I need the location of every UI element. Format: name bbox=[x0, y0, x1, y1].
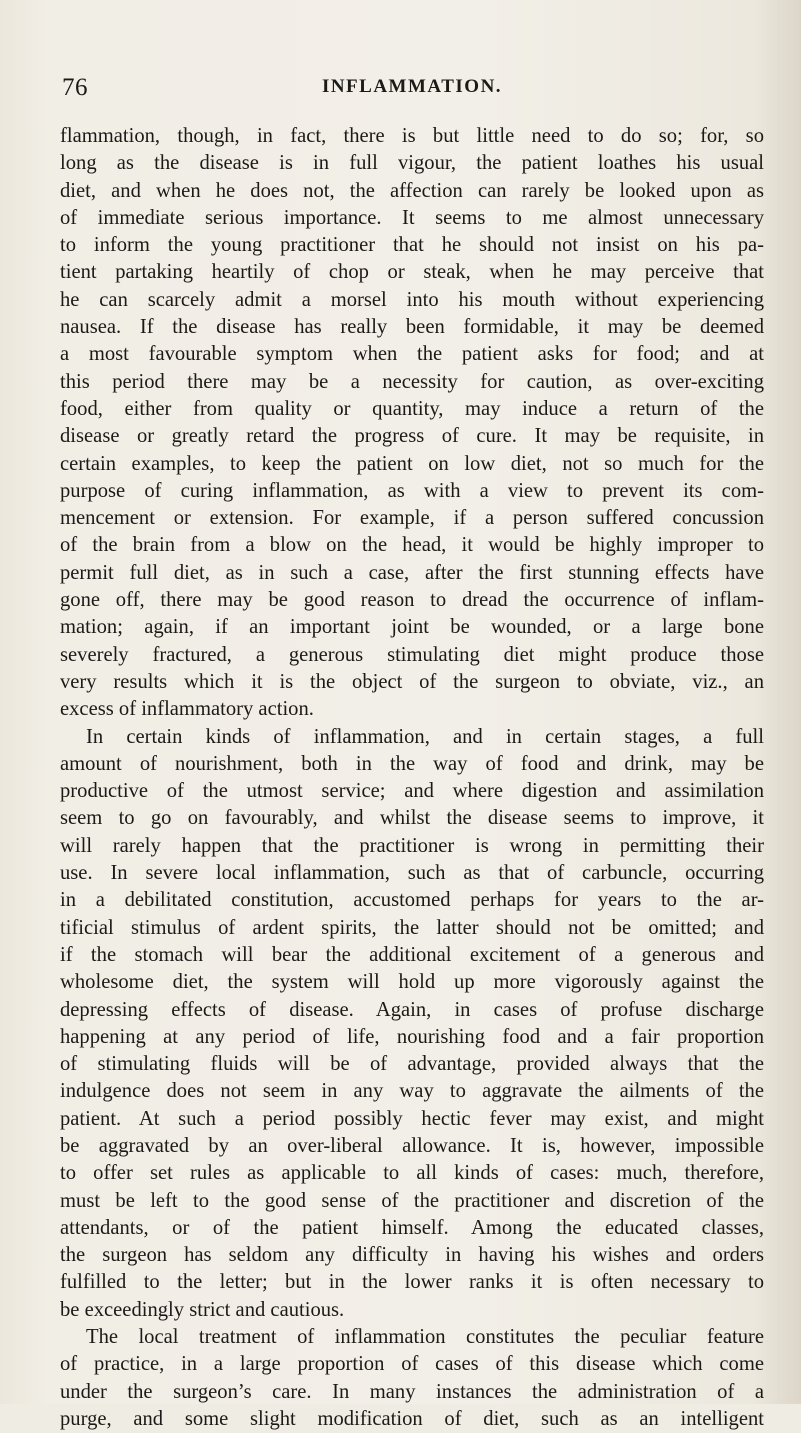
text-line: must be left to the good sense of the practitioner and discretion of the bbox=[60, 1189, 764, 1212]
text-line: of immediate serious importance. It seems to me almost unnecessary bbox=[60, 206, 764, 229]
text-line: if the stomach will bear the additional excitement of a generous and bbox=[60, 943, 764, 966]
text-line: severely fractured, a generous stimulating diet might produce those bbox=[60, 643, 764, 666]
running-head: INFLAMMATION. bbox=[321, 76, 503, 97]
text-line: excess of inflammatory action. bbox=[60, 698, 314, 721]
text-line: in a debilitated constitution, accustomed perhaps for years to the ar- bbox=[60, 889, 764, 912]
text-line: use. In severe local inflammation, such as that of carbuncle, occurring bbox=[60, 862, 764, 885]
text-line: mation; again, if an important joint be wounded, or a large bone bbox=[60, 616, 764, 639]
text-line: of practice, in a large proportion of cases of this disease which come bbox=[60, 1353, 764, 1376]
text-line: tificial stimulus of ardent spirits, the latter should not be omitted; and bbox=[60, 916, 764, 939]
text-line: depressing effects of disease. Again, in cases of profuse discharge bbox=[60, 998, 764, 1021]
text-line: this period there may be a necessity for caution, as over-exciting bbox=[60, 370, 764, 393]
text-line: wholesome diet, the system will hold up more vigorously against the bbox=[60, 971, 764, 994]
page-header bbox=[62, 74, 762, 108]
text-line: under the surgeon’s care. In many instances the administration of a bbox=[60, 1380, 764, 1403]
text-line: patient. At such a period possibly hectic fever may exist, and might bbox=[60, 1107, 764, 1130]
text-line: mencement or extension. For example, if a person suffered concussion bbox=[60, 507, 764, 530]
paragraph-start-line: In certain kinds of inflammation, and in certain stages, a full bbox=[86, 725, 764, 748]
text-line: gone off, there may be good reason to dread the occurrence of inflam- bbox=[60, 589, 764, 612]
text-line: to inform the young practitioner that he should not insist on his pa- bbox=[60, 234, 764, 257]
text-line: be exceedingly strict and cautious. bbox=[60, 1298, 345, 1321]
text-line: fulfilled to the letter; but in the lower ranks it is often necessary to bbox=[60, 1271, 764, 1294]
text-line: tient partaking heartily of chop or steak, when he may perceive that bbox=[60, 261, 764, 284]
text-line: indulgence does not seem in any way to aggravate the ailments of the bbox=[60, 1080, 764, 1103]
text-line: of the brain from a blow on the head, it would be highly improper to bbox=[60, 534, 764, 557]
text-line: very results which it is the object of the surgeon to obviate, viz., an bbox=[60, 670, 764, 693]
text-line: amount of nourishment, both in the way of food and drink, may be bbox=[60, 752, 764, 775]
text-line: permit full diet, as in such a case, after the first stunning effects have bbox=[60, 561, 764, 584]
paragraph-start-line: The local treatment of inflammation constitutes the peculiar feature bbox=[86, 1326, 764, 1349]
text-line: flammation, though, in fact, there is but little need to do so; for, so bbox=[60, 125, 764, 147]
text-line: be aggravated by an over-liberal allowance. It is, however, impossible bbox=[60, 1134, 764, 1157]
page-number: 76 bbox=[62, 74, 88, 101]
text-line: nausea. If the disease has really been formidable, it may be deemed bbox=[60, 316, 764, 339]
text-line: happening at any period of life, nourishing food and a fair proportion bbox=[60, 1025, 764, 1048]
text-line: attendants, or of the patient himself. Among the educated classes, bbox=[60, 1216, 764, 1239]
text-line: purge, and some slight modification of diet, such as an intelligent bbox=[60, 1407, 764, 1430]
text-line: disease or greatly retard the progress of cure. It may be requisite, in bbox=[60, 425, 764, 448]
text-line: seem to go on favourably, and whilst the disease seems to improve, it bbox=[60, 807, 764, 830]
text-line: purpose of curing inflammation, as with a view to prevent its com- bbox=[60, 479, 764, 502]
text-line: a most favourable symptom when the patient asks for food; and at bbox=[60, 343, 764, 366]
text-line: of stimulating fluids will be of advantage, provided always that the bbox=[60, 1053, 764, 1076]
body-text bbox=[60, 123, 764, 1433]
text-line: will rarely happen that the practitioner is wrong in permitting their bbox=[60, 834, 764, 857]
text-line: he can scarcely admit a morsel into his mouth without experiencing bbox=[60, 288, 764, 311]
text-line: the surgeon has seldom any difficulty in having his wishes and orders bbox=[60, 1244, 764, 1267]
text-line: certain examples, to keep the patient on low diet, not so much for the bbox=[60, 452, 764, 475]
text-line: to offer set rules as applicable to all kinds of cases: much, therefore, bbox=[60, 1162, 764, 1185]
text-line: food, either from quality or quantity, may induce a return of the bbox=[60, 397, 764, 420]
text-line: long as the disease is in full vigour, the patient loathes his usual bbox=[60, 152, 764, 175]
text-line: diet, and when he does not, the affection can rarely be looked upon as bbox=[60, 179, 764, 202]
text-line: productive of the utmost service; and where digestion and assimilation bbox=[60, 780, 764, 803]
